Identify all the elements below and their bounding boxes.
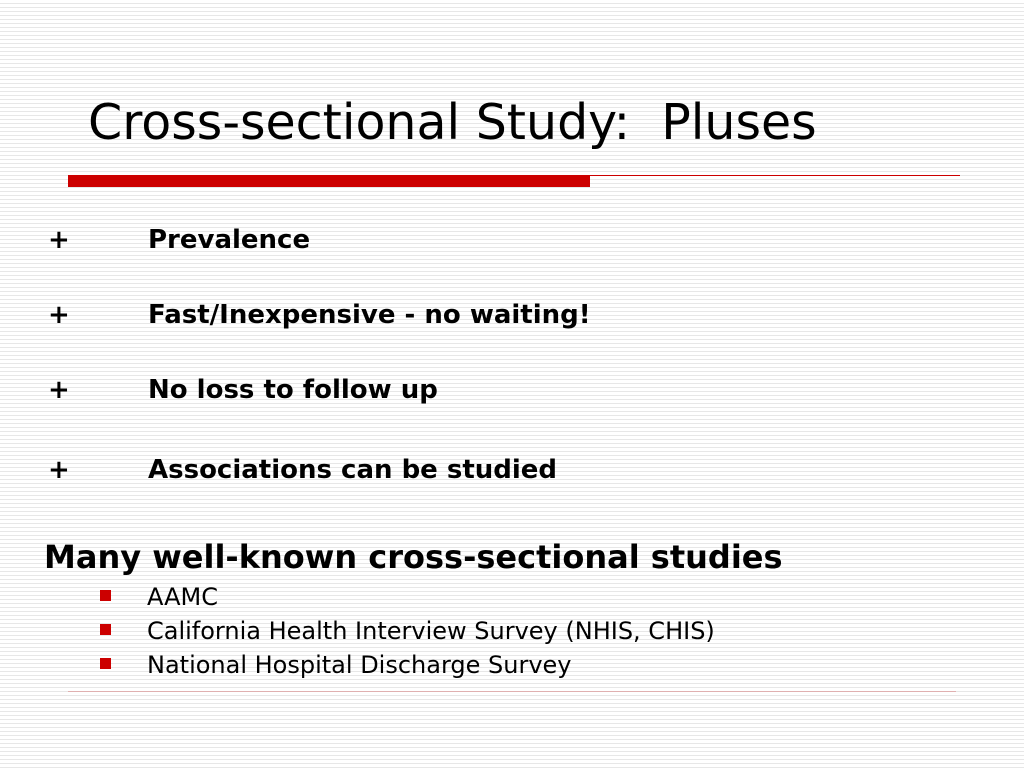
plus-icon: + xyxy=(48,225,70,255)
footer-divider xyxy=(68,691,956,692)
title-underline-rule xyxy=(590,175,960,176)
plus-item-text: Fast/Inexpensive - no waiting! xyxy=(148,300,591,330)
studies-heading: Many well-known cross-sectional studies xyxy=(44,538,783,576)
square-bullet-icon xyxy=(100,590,111,601)
list-item-text: California Health Interview Survey (NHIS, CHIS) xyxy=(147,617,715,645)
plus-icon: + xyxy=(48,300,70,330)
list-item-text: National Hospital Discharge Survey xyxy=(147,651,572,679)
plus-item-text: Prevalence xyxy=(148,225,311,255)
plus-item-text: Associations can be studied xyxy=(148,455,558,485)
list-item-text: AAMC xyxy=(147,583,218,611)
title-underline-accent xyxy=(68,175,590,187)
slide-title: Cross-sectional Study: Pluses xyxy=(88,94,817,151)
square-bullet-icon xyxy=(100,624,111,635)
plus-icon: + xyxy=(48,375,70,405)
plus-item-text: No loss to follow up xyxy=(148,375,438,405)
plus-icon: + xyxy=(48,455,70,485)
square-bullet-icon xyxy=(100,658,111,669)
